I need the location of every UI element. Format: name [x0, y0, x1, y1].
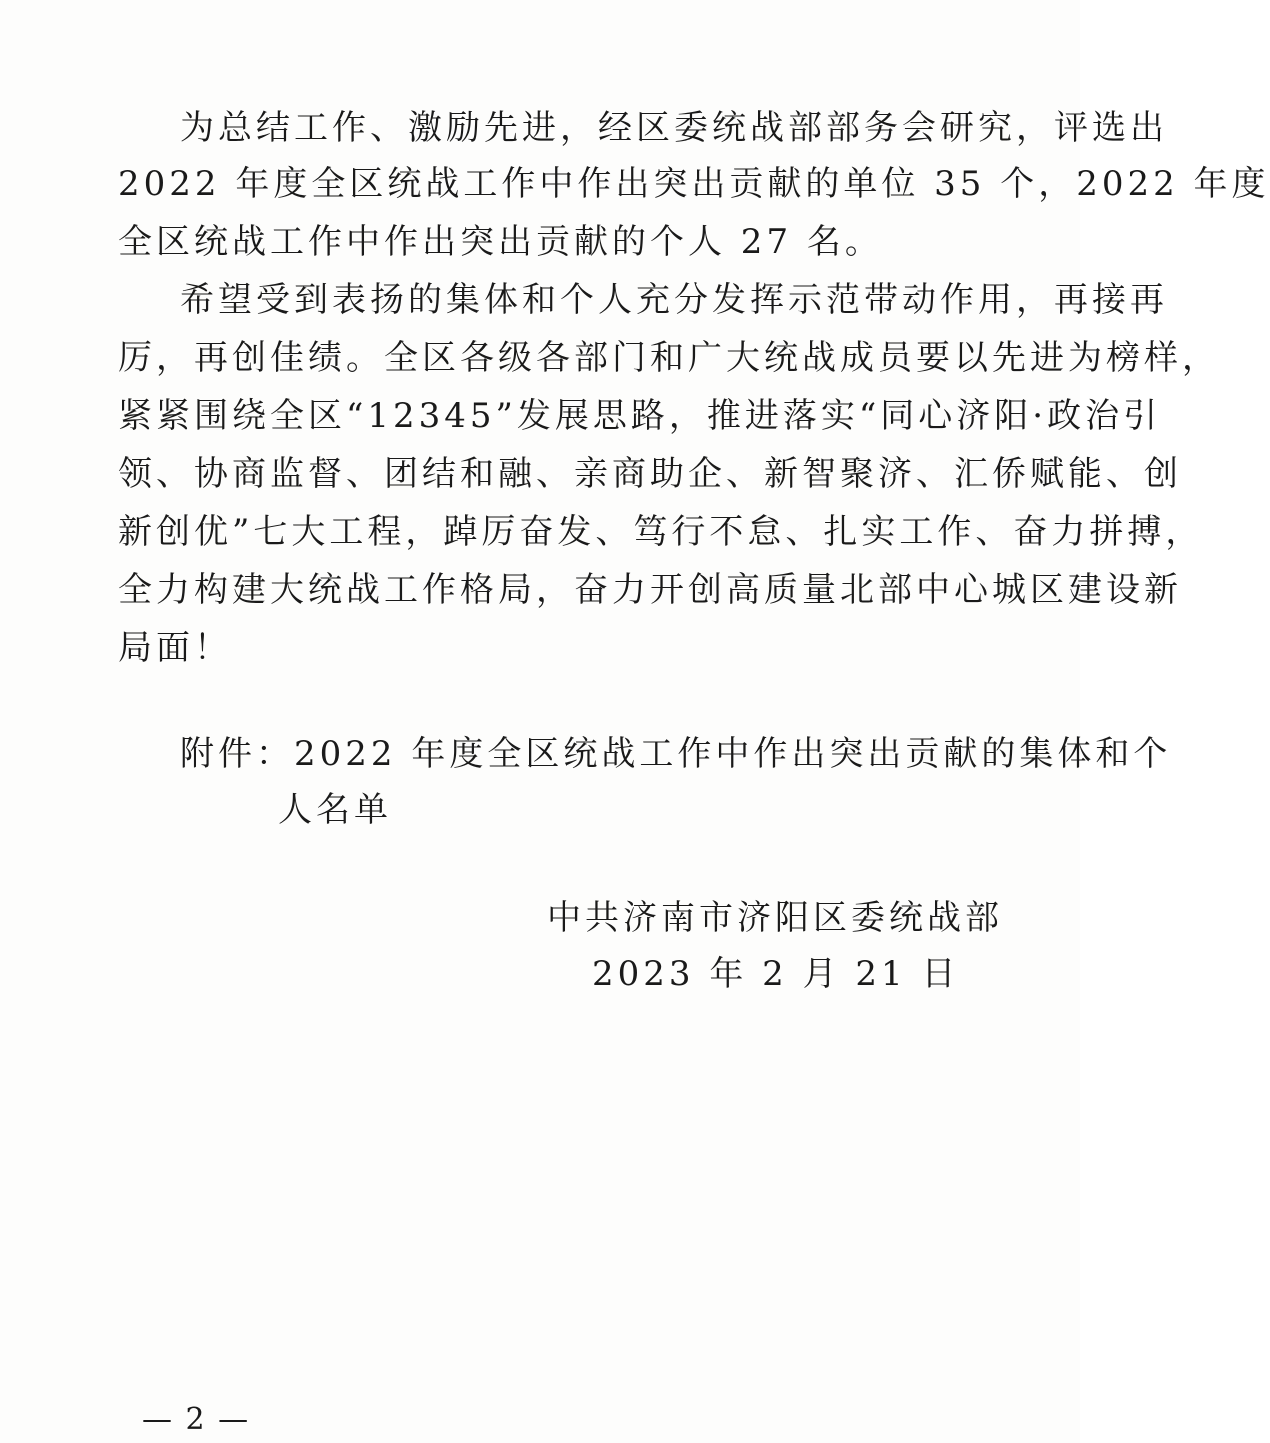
paragraph-2-line-4: 领、协商监督、团结和融、亲商助企、新智聚济、汇侨赋能、创 [118, 454, 1182, 494]
paragraph-2-line-1: 希望受到表扬的集体和个人充分发挥示范带动作用，再接再 [180, 280, 1168, 320]
page-number: — 2 — [142, 1402, 251, 1437]
paragraph-2-line-7: 局面！ [118, 628, 232, 668]
signature-date: 2023 年 2 月 21 日 [592, 954, 960, 994]
paragraph-1-line-3: 全区统战工作中作出突出贡献的个人 27 名。 [118, 222, 883, 262]
attachment-line-1: 附件：2022 年度全区统战工作中作出突出贡献的集体和个 [180, 734, 1172, 774]
paragraph-2-line-5: 新创优”七大工程，踔厉奋发、笃行不怠、扎实工作、奋力拼搏， [118, 512, 1204, 552]
paragraph-2-line-2: 厉，再创佳绩。全区各级各部门和广大统战成员要以先进为榜样， [118, 338, 1220, 378]
paragraph-1-line-1: 为总结工作、激励先进，经区委统战部部务会研究，评选出 [180, 108, 1168, 148]
signature-organization: 中共济南市济阳区委统战部 [547, 898, 1003, 938]
paragraph-2-line-3: 紧紧围绕全区“12345”发展思路，推进落实“同心济阳·政治引 [118, 396, 1162, 436]
attachment-line-2: 人名单 [278, 790, 392, 830]
paragraph-1-line-2: 2022 年度全区统战工作中作出突出贡献的单位 35 个，2022 年度 [118, 164, 1270, 204]
paragraph-2-line-6: 全力构建大统战工作格局，奋力开创高质量北部中心城区建设新 [118, 570, 1182, 610]
